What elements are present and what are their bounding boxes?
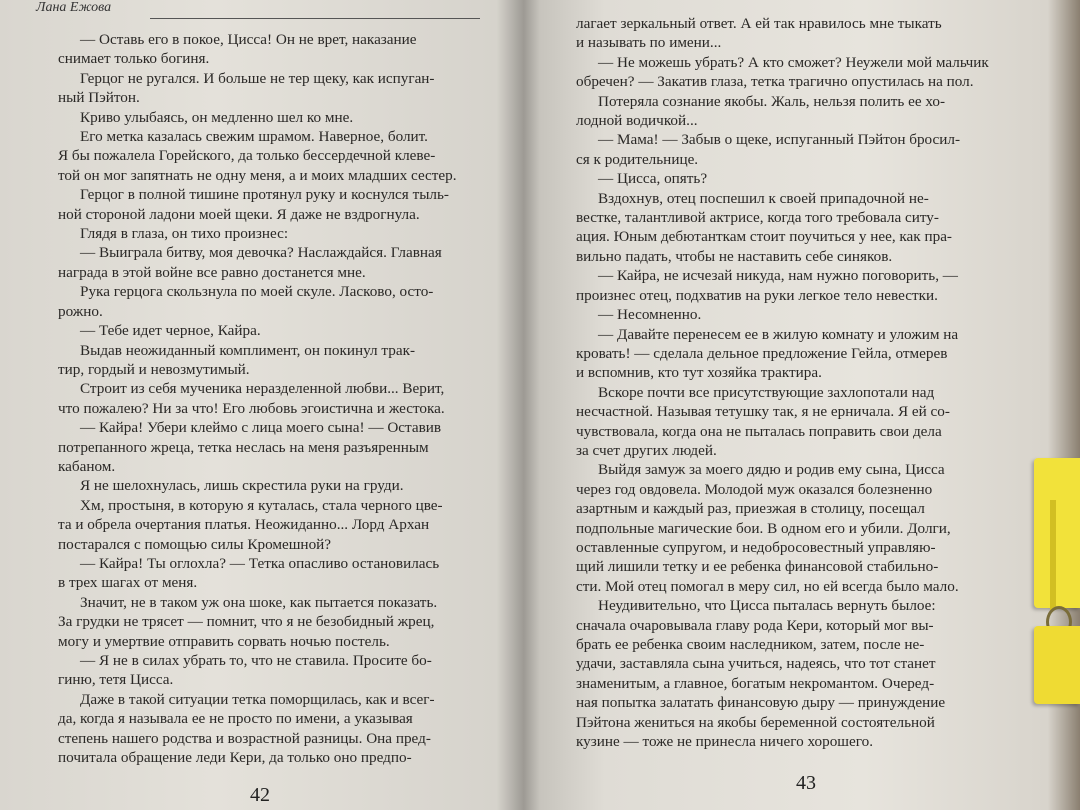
text-line: — Кайра! Ты оглохла? — Тетка опасливо остановилась (80, 554, 440, 572)
text-line: ся к родительнице. (576, 150, 699, 168)
text-line: Рука герцога скользнула по моей скуле. Ласково, осто- (80, 283, 434, 301)
text-line: — Кайра, не исчезай никуда, нам нужно поговорить, — (598, 267, 958, 285)
text-line: лодной водичкой... (576, 112, 698, 130)
text-line: награда в этой войне все равно достанется мне. (58, 263, 366, 281)
text-line: и вспомнив, кто тут хозяйка трактира. (576, 364, 822, 382)
text-line: — Выиграла битву, моя девочка? Наслаждайся. Главная (80, 244, 442, 262)
text-line: несчастной. Называя тетушку так, я не ерничала. Я ей со- (576, 403, 950, 421)
text-line: — Давайте перенесем ее в жилую комнату и уложим на (598, 325, 959, 343)
text-line: Глядя в глаза, он тихо произнес: (80, 225, 289, 243)
text-line: брать ее ребенка своим наследником, затем, после не- (576, 636, 925, 653)
text-line: Пэйтона жениться на якобы беременной состоятельной (576, 713, 935, 731)
text-line: Вскоре почти все присутствующие захлопотали над (598, 383, 935, 401)
text-line: ный Пэйтон. (58, 89, 140, 107)
text-line: кровать! — сделала дельное предложение Гейла, отмерев (576, 344, 948, 362)
text-line: обречен? — Закатив глаза, тетка трагично опустилась на пол. (576, 73, 974, 91)
text-line: Криво улыбаясь, он медленно шел ко мне. (80, 108, 354, 126)
bookmark-tab-lower (1034, 626, 1080, 704)
text-line: лагает зеркальный ответ. А ей так нравилось мне тыкать (576, 15, 942, 32)
text-line: Потеряла сознание якобы. Жаль, нельзя полить ее хо- (598, 92, 946, 110)
text-line: степень нашего родства и возрастной разницы. Она пред- (58, 729, 431, 747)
text-line: та и обрела очертания платья. Неожиданно... Лорд Архан (58, 516, 430, 534)
right-page-text (576, 14, 1028, 751)
page-number-left: 42 (250, 784, 270, 806)
text-line: удачи, заставляла сына учиться, надеясь, что тот станет (576, 655, 936, 673)
text-line: потрепанного жреца, тетка неслась на меня разъяренным (58, 438, 429, 456)
text-line: чувствовала, когда она не пыталась поправить свои дела (576, 422, 942, 440)
left-page-text (58, 30, 482, 767)
text-line: — Несомненно. (598, 306, 702, 324)
text-line: Вздохнув, отец поспешил к своей припадочной не- (598, 189, 929, 207)
text-line: За грудки не трясет — помнит, что я не безобидный жрец, (58, 613, 435, 631)
text-line: Даже в такой ситуации тетка поморщилась, как и всег- (80, 690, 435, 708)
text-line: — Цисса, опять? (598, 170, 708, 188)
text-line: снимает только богиня. (58, 50, 210, 68)
text-line: Строит из себя мученика неразделенной любви... Верит, (80, 380, 445, 398)
text-line: оставленные супругом, и недобросовестный управляю- (576, 538, 936, 556)
text-line: азартным и каждый раз, приезжая в столицу, посещал (576, 500, 925, 518)
text-line: ной стороной ладони моей щеки. Я даже не вздрогнула. (58, 205, 420, 223)
text-line: той он мог запятнать не одну меня, а и моих младших сестер. (58, 166, 457, 184)
text-line: Я бы пожалела Горейского, да только бессердечной клеве- (58, 147, 436, 165)
left-page (0, 0, 520, 810)
header-rule (150, 18, 480, 19)
text-line: Я не шелохнулась, лишь скрестила руки на груди. (80, 477, 404, 495)
text-line: ная попытка залатать финансовую дыру — принуждение (576, 694, 946, 712)
text-line: рожно. (58, 302, 103, 320)
text-line: — Не можешь убрать? А кто сможет? Неужели мой мальчик (598, 53, 989, 71)
bookmark-fold (1050, 500, 1056, 610)
text-line: тир, гордый и невозмутимый. (58, 360, 250, 378)
text-line: — Тебе идет черное, Кайра. (80, 322, 261, 340)
text-line: да, когда я называла ее не просто по имени, а указывая (58, 710, 413, 728)
text-line: что пожалею? Ни за что! Его любовь эгоистична и жестока. (58, 399, 445, 417)
text-line: почитала обращение леди Кери, да только оно предпо- (58, 749, 412, 767)
text-line: в трех шагах от меня. (58, 574, 198, 592)
text-line: Герцог не ругался. И больше не тер щеку, как испуган- (80, 69, 435, 87)
text-line: кабаном. (58, 457, 116, 475)
bookmark-tab (1034, 458, 1080, 608)
text-line: — Я не в силах убрать то, что не ставила. Просите бо- (80, 652, 432, 669)
text-line: сначала очаровывала главу рода Кери, который мог вы- (576, 616, 934, 634)
text-line: Выдав неожиданный комплимент, он покинул трак- (80, 341, 416, 359)
text-line: могу и умертвие отправить сорвать ночью постель. (58, 632, 390, 650)
text-line: и называть по имени... (576, 34, 722, 52)
page-number-right: 43 (796, 772, 816, 794)
text-line: — Кайра! Убери клеймо с лица моего сына! — Оставив (80, 419, 442, 437)
text-line: Хм, простыня, в которую я куталась, стала черного цве- (80, 496, 443, 514)
text-line: Неудивительно, что Цисса пыталась вернуть былое: (598, 597, 936, 615)
right-page (528, 0, 1038, 810)
text-line: щий лишили тетку и ее ребенка финансовой стабильно- (576, 558, 939, 576)
text-line: постарался с помощью силы Кромешной? (58, 535, 332, 553)
text-line: подпольные магические бои. В одном его и убили. Долги, (576, 519, 951, 537)
text-line: кузине — тоже не принесла ничего хорошего. (576, 733, 873, 751)
text-line: гиню, тетя Цисса. (58, 671, 174, 689)
text-line: Его метка казалась свежим шрамом. Наверное, болит. (80, 128, 428, 146)
text-line: за счет других людей. (576, 441, 717, 459)
running-header-author: Лана Ежова (36, 0, 112, 15)
text-line: вильно падать, чтобы не наставить себе синяков. (576, 247, 893, 265)
text-line: знаменитым, а главное, богатым некромантом. Очеред- (576, 674, 935, 692)
text-line: через год овдовела. Молодой муж оказался болезненно (576, 480, 933, 498)
text-line: вестке, талантливой актрисе, когда того требовала ситу- (576, 209, 939, 227)
text-line: ация. Юным дебютанткам стоит поучиться у нее, как пра- (576, 228, 952, 246)
text-line: Герцог в полной тишине протянул руку и коснулся тыль- (80, 186, 449, 204)
text-line: Значит, не в таком уж она шоке, как пытается показать. (80, 593, 438, 611)
text-line: Выйдя замуж за моего дядю и родив ему сына, Цисса (598, 461, 945, 479)
text-line: сти. Мой отец помогал в меру сил, но ей всегда было мало. (576, 577, 959, 595)
text-line: — Мама! — Забыв о щеке, испуганный Пэйтон бросил- (598, 131, 961, 149)
text-line: — Оставь его в покое, Цисса! Он не врет, наказание (80, 31, 417, 48)
text-line: произнес отец, подхватив на руки легкое тело невестки. (576, 286, 938, 304)
